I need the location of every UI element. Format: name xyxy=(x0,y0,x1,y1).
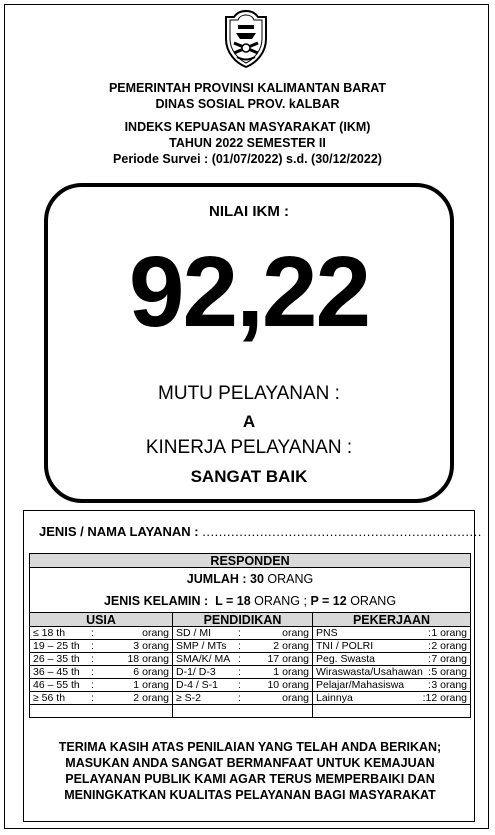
table-row xyxy=(30,679,471,692)
pendidikan-cell: SD / MI : orang xyxy=(173,627,313,640)
column-header-pekerjaan: PEKERJAAN xyxy=(313,613,471,627)
header-line-3: INDEKS KEPUASAN MASYARAKAT (IKM) xyxy=(124,120,371,134)
footer-line-4: MENINGKATKAN KUALITAS PELAYANAN BAGI MASYARAKAT xyxy=(64,788,436,802)
pekerjaan-cell: Pelajar/Mahasiswa : 3 orang xyxy=(313,679,471,692)
pendidikan-cell: SMA/K/ MA : 17 orang xyxy=(173,653,313,666)
header-line-5: Periode Survei : (01/07/2022) s.d. (30/12/2022) xyxy=(113,152,382,166)
respondent-title: RESPONDEN xyxy=(30,554,471,568)
pekerjaan-cell: TNI / POLRI : 2 orang xyxy=(313,640,471,653)
usia-cell: ≤ 18 th : orang xyxy=(30,627,173,640)
ikm-score-panel xyxy=(44,183,454,503)
service-type-dots: .................................................................... xyxy=(202,524,482,539)
respondent-panel xyxy=(23,510,482,822)
usia-cell: 19 – 25 th : 3 orang xyxy=(30,640,173,653)
footer-line-3: PELAYANAN PUBLIK KAMI AGAR TERUS MEMPERBAIKI DAN xyxy=(65,772,435,786)
table-row xyxy=(30,692,471,705)
pekerjaan-cell: PNS : 1 orang xyxy=(313,627,471,640)
footer-line-2: MASUKAN ANDA SANGAT BERMANFAAT UNTUK KEMAJUAN xyxy=(65,756,435,770)
table-row xyxy=(30,666,471,679)
mutu-label: MUTU PELAYANAN : xyxy=(158,383,340,404)
header-line-2: DINAS SOSIAL PROV. kALBAR xyxy=(155,97,340,111)
service-type-label: JENIS / NAMA LAYANAN : xyxy=(39,524,199,539)
table-row xyxy=(30,640,471,653)
kinerja-value: SANGAT BAIK xyxy=(190,467,308,486)
usia-cell: 46 – 55 th : 1 orang xyxy=(30,679,173,692)
table-row xyxy=(30,627,471,640)
usia-cell: 36 – 45 th : 6 orang xyxy=(30,666,173,679)
thank-you-message xyxy=(24,739,476,803)
provincial-emblem-icon xyxy=(222,9,270,69)
table-row xyxy=(30,653,471,666)
footer-line-1: TERIMA KASIH ATAS PENILAIAN YANG TELAH ANDA BERIKAN; xyxy=(58,740,442,754)
ikm-label: NILAI IKM : xyxy=(209,203,289,220)
pendidikan-cell: D-1/ D-3 : 1 orang xyxy=(173,666,313,679)
service-type-line xyxy=(39,524,482,539)
mutu-value: A xyxy=(242,412,256,431)
header-line-4: TAHUN 2022 SEMESTER II xyxy=(169,136,326,150)
kinerja-label: KINERJA PELAYANAN : xyxy=(145,437,353,458)
pendidikan-cell: ≥ S-2 : orang xyxy=(173,692,313,705)
header-line-1: PEMERINTAH PROVINSI KALIMANTAN BARAT xyxy=(108,81,387,95)
usia-cell: 26 – 35 th : 18 orang xyxy=(30,653,173,666)
pendidikan-cell: D-4 / S-1 : 10 orang xyxy=(173,679,313,692)
respondent-gender: JENIS KELAMIN : L = 18 ORANG ; P = 12 ORANG xyxy=(30,590,471,613)
pekerjaan-cell: Peg. Swasta : 7 orang xyxy=(313,653,471,666)
pendidikan-cell: SMP / MTs : 2 orang xyxy=(173,640,313,653)
pekerjaan-cell: Lainnya : 12 orang xyxy=(313,692,471,705)
usia-cell: ≥ 56 th : 2 orang xyxy=(30,692,173,705)
column-header-usia: USIA xyxy=(30,613,173,627)
respondent-table xyxy=(29,553,471,718)
ikm-value: 92,22 xyxy=(128,236,370,348)
pekerjaan-cell: Wiraswasta/Usahawan : 5 orang xyxy=(313,666,471,679)
column-header-pendidikan: PENDIDIKAN xyxy=(173,613,313,627)
respondent-total: JUMLAH : 30 ORANG xyxy=(30,568,471,591)
